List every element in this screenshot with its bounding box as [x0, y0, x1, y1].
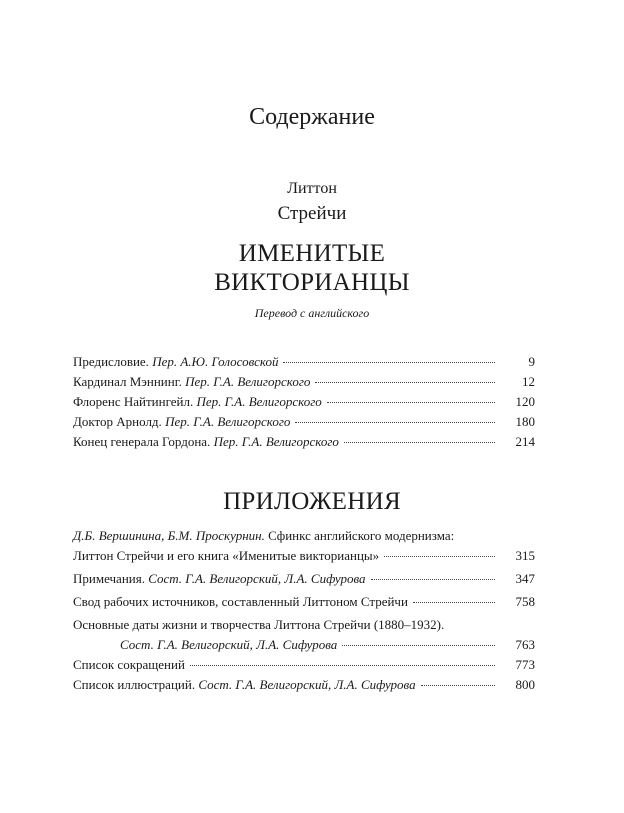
entry-page: 800	[515, 677, 535, 692]
leader-dots	[371, 578, 495, 580]
entry-title: Основные даты жизни и творчества Литтона Стрейчи (1880–1932).	[73, 617, 445, 632]
entry-page: 773	[515, 657, 535, 672]
entry-title: Кардинал Мэннинг.	[73, 374, 186, 389]
entry-page: 180	[515, 414, 535, 429]
page-title: Содержание	[249, 104, 375, 130]
leader-dots	[421, 684, 495, 686]
entry-title: Флоренс Найтингейл.	[73, 394, 197, 409]
entry-page: 758	[515, 594, 535, 609]
appendix-heading: ПРИЛОЖЕНИЯ	[223, 488, 401, 515]
entry-credit: Пер. Г.А. Велигорского	[196, 394, 322, 409]
entry-credit: Пер. А.Ю. Голосовской	[152, 354, 279, 369]
entry-credit: Пер. Г.А. Велигорского	[165, 414, 291, 429]
translation-note: Перевод с английского	[254, 306, 370, 320]
entry-title: Список сокращений	[73, 657, 185, 672]
leader-dots	[283, 361, 495, 363]
entry-authors: Д.Б. Вершинина, Б.М. Проскурнин.	[73, 528, 265, 543]
entry-page: 12	[522, 374, 535, 389]
book-title-line1: ИМЕНИТЫЕ	[238, 240, 386, 267]
toc-entry-nightingale[interactable]	[73, 392, 535, 412]
toc-entry-dates[interactable]	[73, 615, 535, 655]
toc-entry-notes[interactable]	[73, 569, 535, 589]
entry-page: 120	[515, 394, 535, 409]
entry-title: Доктор Арнолд.	[73, 414, 166, 429]
leader-dots	[342, 644, 495, 646]
entry-credit: Пер. Г.А. Велигорского	[213, 434, 339, 449]
toc-entry-arnold[interactable]	[73, 412, 535, 432]
leader-dots	[413, 601, 495, 603]
toc-entry-manning[interactable]	[73, 372, 535, 392]
leader-dots	[315, 381, 495, 383]
entry-title: Конец генерала Гордона.	[73, 434, 214, 449]
toc-entry-illustrations[interactable]	[73, 675, 535, 695]
toc-entry-sources[interactable]	[73, 592, 535, 612]
entry-page: 214	[515, 434, 535, 449]
entry-title: Сфинкс английского модернизма:	[264, 528, 455, 543]
entry-page: 763	[515, 637, 535, 652]
entry-title: Примечания.	[73, 571, 149, 586]
entry-credit: Сост. Г.А. Велигорский, Л.А. Сифурова	[120, 637, 338, 652]
author-first-name: Литтон	[287, 180, 337, 197]
toc-entry-preface[interactable]	[73, 352, 535, 372]
leader-dots	[327, 401, 495, 403]
leader-dots	[384, 555, 495, 557]
author-last-name: Стрейчи	[277, 203, 347, 224]
entry-page: 347	[515, 571, 535, 586]
leader-dots	[295, 421, 495, 423]
toc-entry-abbreviations[interactable]	[73, 655, 535, 675]
leader-dots	[344, 441, 495, 443]
entry-page: 315	[515, 548, 535, 563]
toc-entry-sphinx[interactable]	[73, 526, 535, 566]
entry-credit: Пер. Г.А. Велигорского	[185, 374, 311, 389]
entry-title: Список иллюстраций.	[73, 677, 199, 692]
entry-page: 9	[528, 354, 535, 369]
main-contents-list	[73, 352, 535, 452]
appendix-contents-list	[73, 526, 535, 695]
leader-dots	[190, 664, 495, 666]
entry-credit: Сост. Г.А. Велигорский, Л.А. Сифурова	[148, 571, 366, 586]
entry-title: Предисловие.	[73, 354, 153, 369]
entry-title-cont: Литтон Стрейчи и его книга «Именитые викторианцы»	[73, 548, 380, 563]
entry-credit: Сост. Г.А. Велигорский, Л.А. Сифурова	[198, 677, 416, 692]
toc-entry-gordon[interactable]	[73, 432, 535, 452]
book-title-line2: ВИКТОРИАНЦЫ	[214, 269, 410, 296]
entry-title: Свод рабочих источников, составленный Литтоном Стрейчи	[73, 594, 408, 609]
